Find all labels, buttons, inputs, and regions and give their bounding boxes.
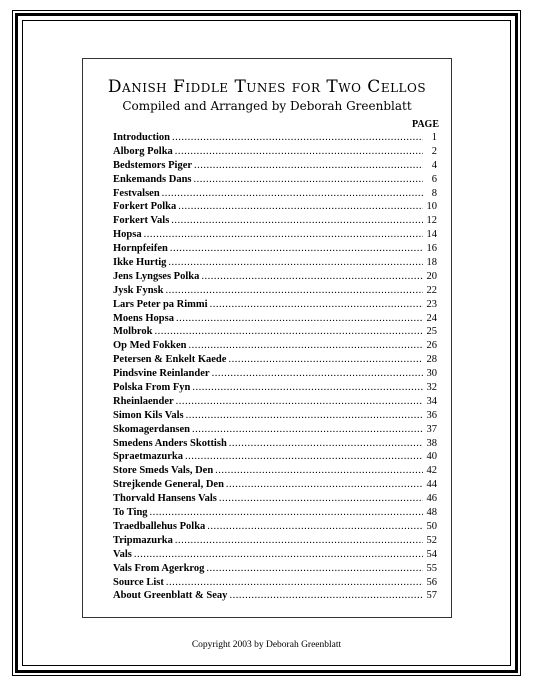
toc-entry-title: Introduction <box>113 132 170 143</box>
toc-entry-page: 48 <box>426 507 437 519</box>
toc-entry <box>113 353 437 367</box>
book-title: Danish Fiddle Tunes for Two Cellos <box>107 77 427 97</box>
page-column-heading: PAGE <box>411 119 439 130</box>
toc-entry-page: 44 <box>426 479 437 491</box>
toc-entry-page: 4 <box>431 159 437 171</box>
toc-entry-title: Polska From Fyn <box>113 382 191 394</box>
toc-entry-page: 36 <box>426 409 437 421</box>
toc-entry-title: Forkert Vals <box>113 215 170 227</box>
dot-leader <box>219 492 423 506</box>
dot-leader <box>192 381 423 395</box>
toc-entry-page: 18 <box>426 257 437 269</box>
toc-entry-title: Molbrok <box>113 326 153 338</box>
toc-entry <box>113 256 437 270</box>
toc-entry <box>113 159 437 173</box>
dot-leader <box>194 173 424 187</box>
toc-entry-page: 56 <box>426 576 437 588</box>
toc-entry-page: 1 <box>431 132 437 143</box>
toc-entry <box>113 423 437 437</box>
toc-entry-title: Enkemands Dans <box>113 173 192 185</box>
toc-entry <box>113 312 437 326</box>
toc-entry-title: Moens Hopsa <box>113 312 174 324</box>
toc-entry <box>113 548 437 562</box>
toc-entry-title: Hopsa <box>113 229 142 241</box>
dot-leader <box>194 159 423 173</box>
toc-entry <box>113 187 437 201</box>
dot-leader <box>215 464 423 478</box>
dot-leader <box>170 242 423 256</box>
dot-leader <box>150 506 423 520</box>
copyright-notice: Copyright 2003 by Deborah Greenblatt <box>191 640 342 650</box>
dot-leader <box>154 325 423 339</box>
toc-entry-page: 14 <box>426 229 437 241</box>
toc-entry <box>113 173 437 187</box>
toc-entry-title: Bedstemors Piger <box>113 159 193 171</box>
toc-entry-title: Hornpfeifen <box>113 243 168 255</box>
toc-entry-title: About Greenblatt & Seay <box>113 590 228 602</box>
toc-entry <box>113 492 437 506</box>
toc-entry-page: 46 <box>426 493 437 505</box>
toc-entry-title: Festvalsen <box>113 187 160 199</box>
toc-entry-page: 52 <box>426 534 437 546</box>
toc-entry <box>113 464 437 478</box>
dot-leader <box>134 548 423 562</box>
dot-leader <box>212 367 423 381</box>
dot-leader <box>226 478 423 492</box>
toc-entry <box>113 200 437 214</box>
dot-leader <box>176 312 423 326</box>
dot-leader <box>178 200 423 214</box>
toc-entry-page: 32 <box>426 382 437 394</box>
toc-entry-title: Petersen & Enkelt Kaede <box>113 354 227 366</box>
toc-entry-title: Rheinlaender <box>113 395 174 407</box>
dot-leader <box>185 450 423 464</box>
dot-leader <box>186 409 423 423</box>
toc-entry <box>113 339 437 353</box>
dot-leader <box>206 562 423 576</box>
toc-entry <box>113 298 437 312</box>
dot-leader <box>171 214 423 228</box>
table-of-contents <box>113 131 437 603</box>
toc-entry-title: Ikke Hurtig <box>113 257 167 269</box>
toc-entry-page: 16 <box>426 243 437 255</box>
toc-entry <box>113 576 437 590</box>
dot-leader <box>168 256 423 270</box>
dot-leader <box>228 353 423 367</box>
toc-entry-title: Source List <box>113 576 164 588</box>
toc-entry <box>113 506 437 520</box>
toc-entry-title: Store Smeds Vals, Den <box>113 465 214 477</box>
toc-entry <box>113 270 437 284</box>
toc-entry <box>113 534 437 548</box>
toc-entry-page: 37 <box>426 423 437 435</box>
toc-entry-page: 34 <box>426 395 437 407</box>
toc-entry-title: Pindsvine Reinlander <box>113 368 210 380</box>
toc-entry <box>113 284 437 298</box>
toc-entry-page: 22 <box>426 284 437 296</box>
toc-entry-page: 30 <box>426 368 437 380</box>
toc-entry-title: Traedballehus Polka <box>113 520 206 532</box>
dot-leader <box>229 589 423 603</box>
toc-entry-title: Jens Lyngses Polka <box>113 270 200 282</box>
toc-entry <box>113 562 437 576</box>
toc-entry-title: Lars Peter pa Rimmi <box>113 298 208 310</box>
toc-entry-title: To Ting <box>113 507 148 519</box>
toc-entry <box>113 478 437 492</box>
contents-page <box>82 58 452 618</box>
toc-entry <box>113 409 437 423</box>
toc-entry-page: 28 <box>426 354 437 366</box>
dot-leader <box>229 437 423 451</box>
dot-leader <box>162 187 423 201</box>
toc-entry <box>113 520 437 534</box>
dot-leader <box>172 131 423 145</box>
toc-entry-page: 50 <box>426 520 437 532</box>
dot-leader <box>207 520 423 534</box>
toc-entry-page: 55 <box>426 562 437 574</box>
toc-entry <box>113 395 437 409</box>
toc-entry-page: 54 <box>426 548 437 560</box>
toc-entry-title: Op Med Fokken <box>113 340 187 352</box>
dot-leader <box>175 145 423 159</box>
toc-entry-title: Tripmazurka <box>113 534 173 546</box>
toc-entry-page: 2 <box>431 145 437 157</box>
toc-entry-title: Jysk Fynsk <box>113 284 164 296</box>
dot-leader <box>192 423 423 437</box>
toc-entry-page: 23 <box>426 298 437 310</box>
toc-entry-page: 20 <box>426 270 437 282</box>
toc-entry <box>113 131 437 145</box>
dot-leader <box>176 395 423 409</box>
dot-leader <box>166 576 423 590</box>
toc-entry-page: 8 <box>431 187 437 199</box>
toc-entry <box>113 145 437 159</box>
toc-entry <box>113 325 437 339</box>
toc-entry-title: Strejkende General, Den <box>113 479 224 491</box>
dot-leader <box>210 298 423 312</box>
toc-entry-page: 25 <box>426 326 437 338</box>
dot-leader <box>201 270 423 284</box>
toc-entry <box>113 367 437 381</box>
toc-entry-page: 12 <box>426 215 437 227</box>
dot-leader <box>175 534 423 548</box>
toc-entry-title: Simon Kils Vals <box>113 409 184 421</box>
toc-entry <box>113 437 437 451</box>
toc-entry <box>113 228 437 242</box>
toc-entry-page: 38 <box>426 437 437 449</box>
toc-entry-page: 57 <box>426 590 437 602</box>
toc-entry-page: 10 <box>426 201 437 213</box>
dot-leader <box>189 339 423 353</box>
toc-entry-page: 24 <box>426 312 437 324</box>
toc-entry-title: Alborg Polka <box>113 145 173 157</box>
toc-entry <box>113 450 437 464</box>
toc-entry-title: Skomagerdansen <box>113 423 191 435</box>
toc-entry-title: Spraetmazurka <box>113 451 183 463</box>
toc-entry-page: 26 <box>426 340 437 352</box>
toc-entry-page: 6 <box>431 173 437 185</box>
dot-leader <box>165 284 423 298</box>
toc-entry-title: Forkert Polka <box>113 201 177 213</box>
toc-entry-title: Smedens Anders Skottish <box>113 437 227 449</box>
toc-entry-page: 40 <box>426 451 437 463</box>
toc-entry-title: Vals <box>113 548 132 560</box>
toc-entry <box>113 589 437 603</box>
dot-leader <box>144 228 423 242</box>
toc-entry-page: 42 <box>426 465 437 477</box>
toc-entry <box>113 242 437 256</box>
toc-entry-title: Thorvald Hansens Vals <box>113 493 217 505</box>
toc-entry <box>113 214 437 228</box>
toc-entry-title: Vals From Agerkrog <box>113 562 205 574</box>
book-subtitle: Compiled and Arranged by Deborah Greenblatt <box>122 99 412 113</box>
toc-entry <box>113 381 437 395</box>
